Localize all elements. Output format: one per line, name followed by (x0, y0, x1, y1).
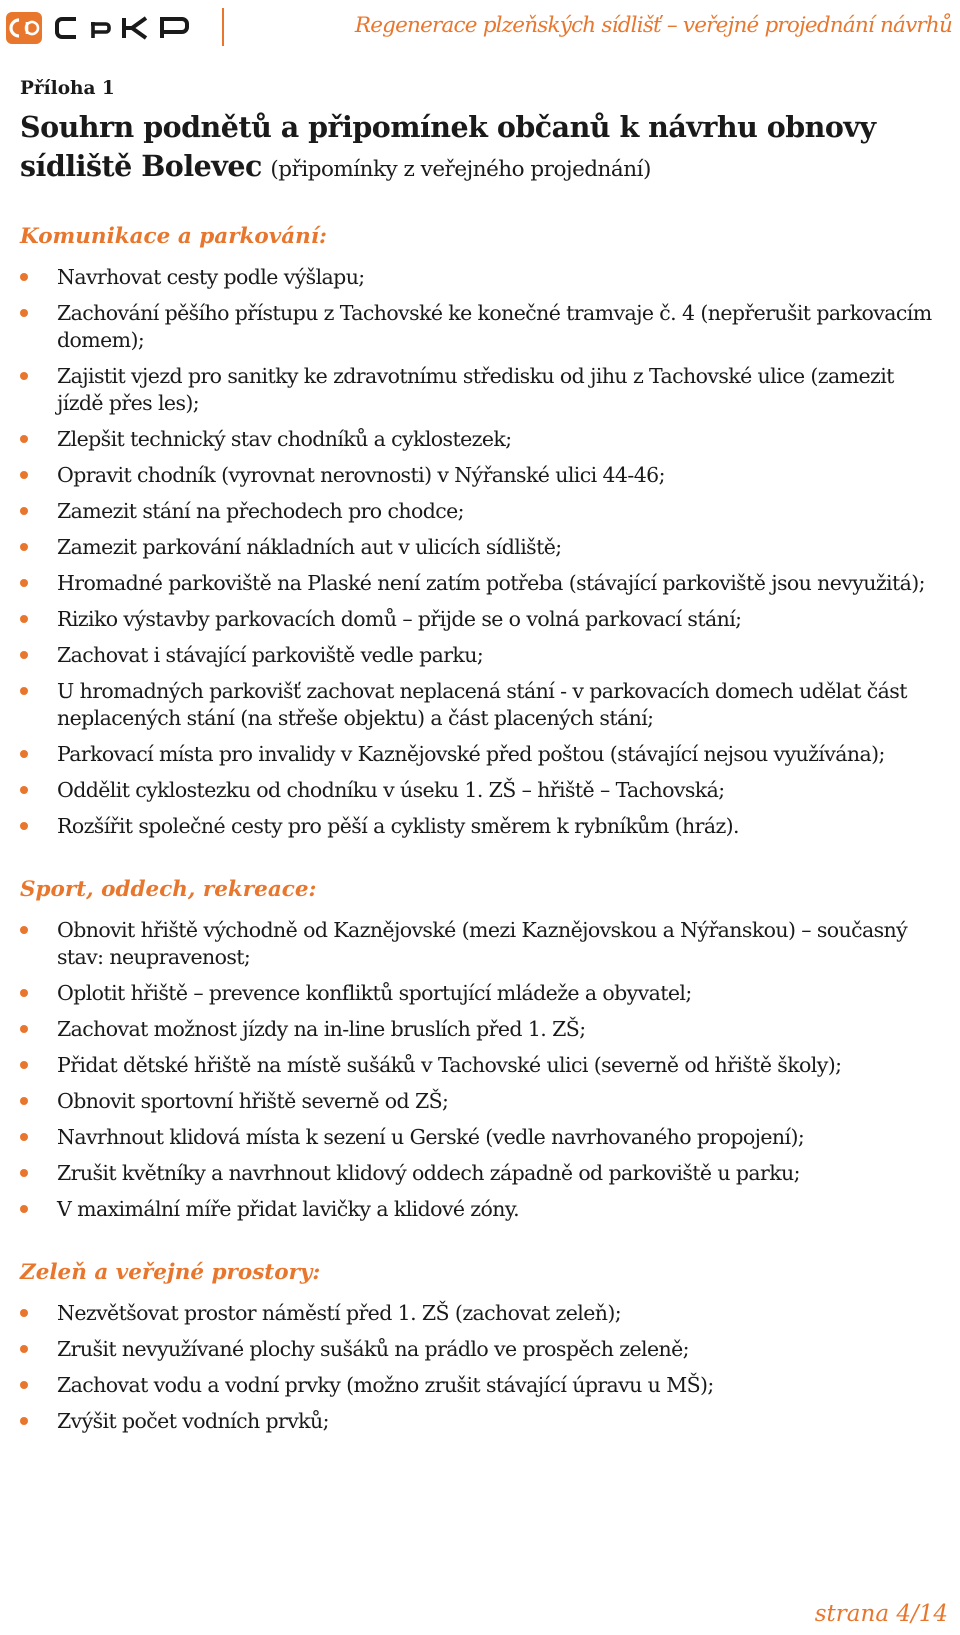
section-heading: Zeleň a veřejné prostory: (20, 1259, 321, 1285)
section-heading: Sport, oddech, rekreace: (20, 876, 317, 902)
document-title-main: Souhrn podnětů a připomínek občanů k návrhu obnovy sídliště Bolevec (20, 110, 876, 184)
list-item: Zachovat i stávající parkoviště vedle parku; (20, 642, 940, 669)
cpkp-logo (6, 10, 204, 46)
list-item: Zachovat možnost jízdy na in-line bruslích před 1. ZŠ; (20, 1016, 940, 1043)
section-communication-parking (20, 224, 940, 840)
document-body (20, 78, 940, 1472)
list-item: Zachování pěšího přístupu z Tachovské ke konečné tramvaje č. 4 (nepřerušit parkovacím domem); (20, 300, 940, 354)
list-item: Zamezit parkování nákladních aut v ulicích sídliště; (20, 534, 940, 561)
logo-wordmark (54, 16, 204, 40)
appendix-label: Příloha 1 (20, 78, 115, 99)
bullet-list (20, 917, 940, 1223)
page-number: strana 4/14 (814, 1601, 948, 1627)
logo-mark-icon (6, 10, 42, 46)
list-item: U hromadných parkovišť zachovat neplacená stání - v parkovacích domech udělat část neplacených stání (na střeše objektu) a část placených stání; (20, 678, 940, 732)
list-item: V maximální míře přidat lavičky a klidové zóny. (20, 1196, 940, 1223)
list-item: Zamezit stání na přechodech pro chodce; (20, 498, 940, 525)
header-divider (222, 8, 224, 46)
bullet-list (20, 264, 940, 840)
section-sport-recreation (20, 877, 940, 1223)
list-item: Oplotit hřiště – prevence konfliktů sportující mládeže a obyvatel; (20, 980, 940, 1007)
list-item: Zajistit vjezd pro sanitky ke zdravotnímu středisku od jihu z Tachovské ulice (zamezit jízdě přes les); (20, 363, 940, 417)
list-item: Hromadné parkoviště na Plaské není zatím potřeba (stávající parkoviště jsou nevyužitá); (20, 570, 940, 597)
list-item: Zvýšit počet vodních prvků; (20, 1408, 940, 1435)
document-title-sub: (připomínky z veřejného projednání) (270, 157, 651, 183)
list-item: Přidat dětské hřiště na místě sušáků v Tachovské ulici (severně od hřiště školy); (20, 1052, 940, 1079)
list-item: Rozšířit společné cesty pro pěší a cyklisty směrem k rybníkům (hráz). (20, 813, 940, 840)
list-item: Zrušit květníky a navrhnout klidový oddech západně od parkoviště u parku; (20, 1160, 940, 1187)
list-item: Obnovit sportovní hřiště severně od ZŠ; (20, 1088, 940, 1115)
list-item: Zlepšit technický stav chodníků a cyklostezek; (20, 426, 940, 453)
list-item: Zachovat vodu a vodní prvky (možno zrušit stávající úpravu u MŠ); (20, 1372, 940, 1399)
list-item: Navrhovat cesty podle výšlapu; (20, 264, 940, 291)
bullet-list (20, 1300, 940, 1435)
list-item: Zrušit nevyužívané plochy sušáků na prádlo ve prospěch zeleně; (20, 1336, 940, 1363)
document-title (20, 108, 940, 189)
list-item: Riziko výstavby parkovacích domů – přijde se o volná parkovací stání; (20, 606, 940, 633)
list-item: Parkovací místa pro invalidy v Kaznějovské před poštou (stávající nejsou využívána); (20, 741, 940, 768)
section-heading: Komunikace a parkování: (20, 224, 327, 250)
list-item: Nezvětšovat prostor náměstí před 1. ZŠ (zachovat zeleň); (20, 1300, 940, 1327)
list-item: Opravit chodník (vyrovnat nerovnosti) v Nýřanské ulici 44-46; (20, 462, 940, 489)
page-header (0, 0, 960, 58)
section-greenery-public-spaces (20, 1260, 940, 1435)
list-item: Oddělit cyklostezku od chodníku v úseku 1. ZŠ – hřiště – Tachovská; (20, 777, 940, 804)
list-item: Obnovit hřiště východně od Kaznějovské (mezi Kaznějovskou a Nýřanskou) – současný stav: neupravenost; (20, 917, 940, 971)
header-title: Regenerace plzeňských sídlišť – veřejné projednání návrhů (354, 13, 952, 38)
list-item: Navrhnout klidová místa k sezení u Gerské (vedle navrhovaného propojení); (20, 1124, 940, 1151)
